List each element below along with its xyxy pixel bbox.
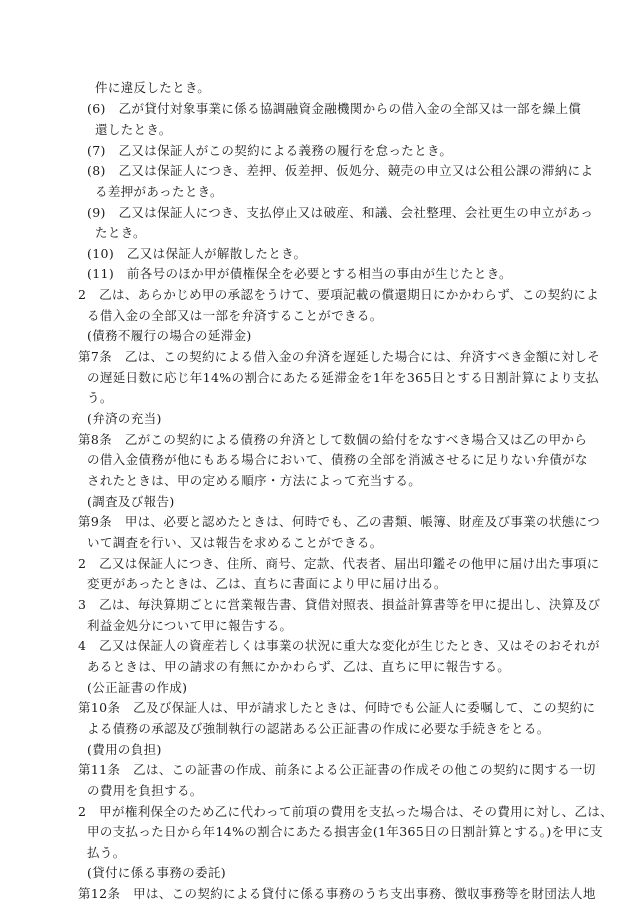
section-heading: (貸付に係る事務の委託)	[87, 865, 226, 880]
section-heading: (弁済の充当)	[87, 411, 162, 426]
text-line: 払う。	[87, 845, 126, 860]
section-heading: (調査及び報告)	[87, 494, 175, 509]
text-line: る借入金の全部又は一部を弁済することができる。	[87, 308, 383, 323]
text-line: 利益金処分について甲に報告する。	[87, 618, 293, 633]
text-line: 件に違反したとき。	[95, 80, 211, 95]
text-line: の遅延日数に応じ年14%の割合にあたる延滞金を1年を365日とする日割計算により支払	[87, 370, 599, 385]
section-heading: (債務不履行の場合の延滞金)	[87, 328, 252, 343]
text-line: 第12条 甲は、この契約による貸付に係る事務のうち支出事務、徴収事務等を財団法人地	[78, 886, 596, 901]
text-line: 2 乙は、あらかじめ甲の承認をうけて、要項記載の償還期日にかかわらず、この契約によ	[78, 287, 600, 302]
text-line: 第7条 乙は、この契約による借入金の弁済を遅延した場合には、弁済すべき金額に対しそ	[78, 349, 601, 364]
text-line: の費用を負担する。	[87, 783, 203, 798]
text-line: 変更があったときは、乙は、直ちに書面により甲に届け出る。	[87, 576, 447, 591]
text-line: 第8条 乙がこの契約による債務の弁済として数個の給付をなすべき場合又は乙の甲から	[78, 432, 588, 447]
text-line: 3 乙は、毎決算期ごとに営業報告書、貸借対照表、損益計算書等を甲に提出し、決算及び	[78, 597, 601, 612]
text-line: あるときは、甲の請求の有無にかかわらず、乙は、直ちに甲に報告する。	[87, 659, 511, 674]
text-line: 第11条 乙は、この証書の作成、前条による公正証書の作成その他この契約に関する一切	[78, 762, 596, 777]
text-line: たとき。	[95, 225, 146, 240]
text-line: 甲の支払った日から年14%の割合にあたる損害金(1年365日の日割計算とする。)を甲に支	[87, 824, 603, 839]
text-line: (8) 乙又は保証人につき、差押、仮差押、仮処分、競売の申立又は公租公課の滞納によ	[87, 163, 594, 178]
text-line: う。	[87, 390, 113, 405]
text-line: 第9条 甲は、必要と認めたときは、何時でも、乙の書類、帳簿、財産及び事業の状態につ	[78, 514, 601, 529]
text-line: 4 乙又は保証人の資産若しくは事業の状況に重大な変化が生じたとき、又はそのおそれが	[78, 638, 600, 653]
text-line: (9) 乙又は保証人につき、支払停止又は破産、和議、会社整理、会社更生の申立があっ	[87, 205, 594, 220]
text-line: いて調査を行い、又は報告を求めることができる。	[87, 535, 383, 550]
text-line: 第10条 乙及び保証人は、甲が請求したときは、何時でも公証人に委嘱して、この契約に	[78, 700, 596, 715]
text-line: (7) 乙又は保証人がこの契約による義務の履行を怠ったとき。	[87, 143, 453, 158]
text-line: されたときは、甲の定める順序・方法によって充当する。	[87, 473, 422, 488]
text-line: の借入金債務が他にもある場合において、債務の全部を消滅させるに足りない弁債がな	[87, 452, 588, 467]
text-line: る差押があったとき。	[95, 184, 223, 199]
text-line: (10) 乙又は保証人が解散したとき。	[87, 246, 307, 261]
text-line: よる債務の承認及び強制執行の認諾ある公正証書の作成に必要な手続きをとる。	[87, 721, 550, 736]
text-line: 2 乙又は保証人につき、住所、商号、定款、代表者、届出印鑑その他甲に届け出た事項に	[78, 556, 600, 571]
section-heading: (費用の負担)	[87, 742, 162, 757]
section-heading: (公正証書の作成)	[87, 680, 188, 695]
text-line: 2 甲が権利保全のため乙に代わって前項の費用を支払った場合は、その費用に対し、乙は、	[78, 804, 614, 819]
text-line: (6) 乙が貸付対象事業に係る協調融資金融機関からの借入金の全部又は一部を繰上償	[87, 101, 582, 116]
text-line: 還したとき。	[95, 122, 172, 137]
text-line: (11) 前各号のほか甲が債権保全を必要とする相当の事由が生じたとき。	[87, 266, 512, 281]
